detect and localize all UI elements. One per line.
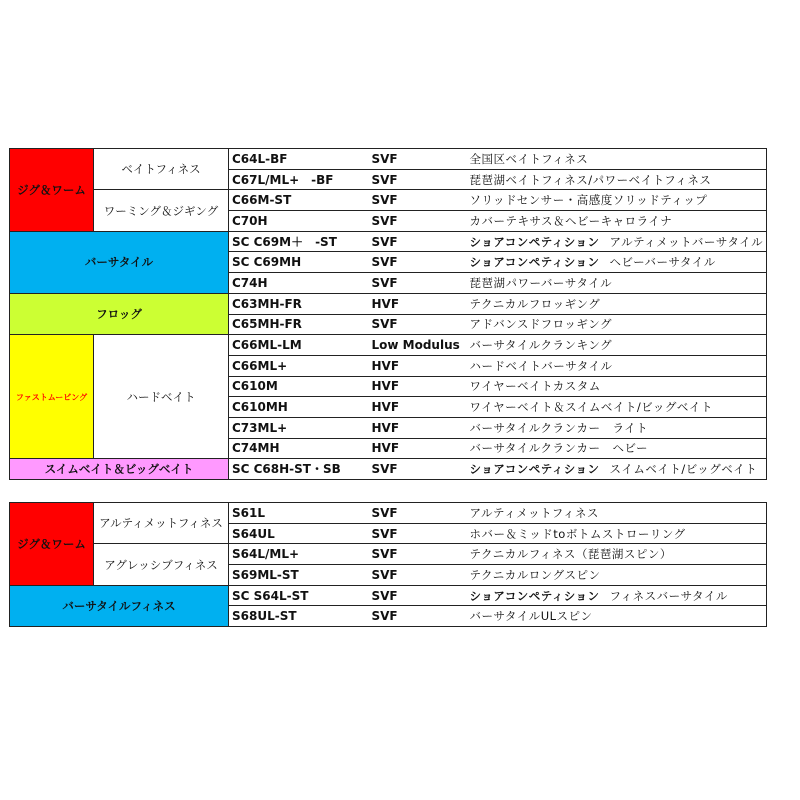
description-cell: テクニカルフィネス（琵琶湖スピン） bbox=[467, 544, 767, 565]
model-cell: C74MH bbox=[229, 438, 369, 459]
subcategory-hard-bait: ハードベイト bbox=[94, 335, 229, 459]
shore-competition-label: ショアコンペティション bbox=[469, 255, 600, 270]
description-text: フィネスバーサタイル bbox=[609, 588, 728, 603]
blank-type-cell: SVF bbox=[369, 565, 467, 586]
model-cell: C66M-ST bbox=[229, 190, 369, 211]
table-row bbox=[10, 503, 767, 524]
model-cell: C74H bbox=[229, 273, 369, 294]
category-versatile-finesse: バーサタイルフィネス bbox=[10, 585, 229, 626]
subcategory-worming-jigging: ワーミング＆ジギング bbox=[94, 190, 229, 231]
blank-type-cell: SVF bbox=[369, 523, 467, 544]
model-cell: C70H bbox=[229, 211, 369, 232]
subcategory-bait-finesse: ベイトフィネス bbox=[94, 149, 229, 190]
description-cell: アルティメットフィネス bbox=[467, 503, 767, 524]
model-cell: S64L/ML+ bbox=[229, 544, 369, 565]
category-jig-worm: ジグ＆ワーム bbox=[10, 149, 94, 232]
blank-type-cell: HVF bbox=[369, 438, 467, 459]
description-cell: バーサタイルクランキング bbox=[467, 335, 767, 356]
blank-type-cell: HVF bbox=[369, 293, 467, 314]
description-cell: ワイヤーベイト＆スイムベイト/ビッグベイト bbox=[467, 397, 767, 418]
blank-type-cell: SVF bbox=[369, 606, 467, 627]
blank-type-cell: SVF bbox=[369, 544, 467, 565]
description-cell: アドバンスドフロッギング bbox=[467, 314, 767, 335]
description-text: アルティメットバーサタイル bbox=[609, 234, 764, 249]
model-cell: C65MH-FR bbox=[229, 314, 369, 335]
table-row bbox=[10, 459, 767, 480]
model-cell: SC C69MH bbox=[229, 252, 369, 273]
subcategory-aggressive-finesse: アグレッシブフィネス bbox=[94, 544, 229, 585]
description-text: ヘビーバーサタイル bbox=[609, 255, 716, 270]
subcategory-ultimate-finesse: アルティメットフィネス bbox=[94, 503, 229, 544]
description-cell: カバーテキサス＆ヘビーキャロライナ bbox=[467, 211, 767, 232]
blank-type-cell: SVF bbox=[369, 231, 467, 252]
table-row bbox=[10, 544, 767, 565]
description-cell: テクニカルロングスピン bbox=[467, 565, 767, 586]
description-cell: 全国区ベイトフィネス bbox=[467, 149, 767, 170]
description-text: スイムベイト/ビッグベイト bbox=[609, 462, 758, 477]
blank-type-cell: SVF bbox=[369, 314, 467, 335]
blank-type-cell: SVF bbox=[369, 149, 467, 170]
table-row bbox=[10, 149, 767, 170]
model-cell: S68UL-ST bbox=[229, 606, 369, 627]
description-cell: バーサタイルクランカー ライト bbox=[467, 417, 767, 438]
blank-type-cell: SVF bbox=[369, 252, 467, 273]
rod-spec-table-spinning bbox=[9, 502, 767, 627]
description-cell bbox=[467, 252, 767, 273]
description-cell: バーサタイルクランカー ヘビー bbox=[467, 438, 767, 459]
rod-spec-table-baitcasting bbox=[9, 148, 767, 480]
shore-competition-label: ショアコンペティション bbox=[469, 588, 600, 603]
category-fast-moving bbox=[10, 335, 94, 459]
shore-competition-label: ショアコンペティション bbox=[469, 234, 600, 249]
blank-type-cell: Low Modulus bbox=[369, 335, 467, 356]
shore-competition-label: ショアコンペティション bbox=[469, 462, 600, 477]
description-cell: ソリッドセンサー・高感度ソリッドティップ bbox=[467, 190, 767, 211]
description-cell: 琵琶湖パワーバーサタイル bbox=[467, 273, 767, 294]
model-cell: C67L/ML+ -BF bbox=[229, 169, 369, 190]
table-row bbox=[10, 335, 767, 356]
description-cell bbox=[467, 585, 767, 606]
model-cell: SC C68H-ST・SB bbox=[229, 459, 369, 480]
description-cell: ホバー＆ミッドtoボトムストローリング bbox=[467, 523, 767, 544]
model-cell: SC C69M＋ -ST bbox=[229, 231, 369, 252]
blank-type-cell: HVF bbox=[369, 397, 467, 418]
blank-type-cell: HVF bbox=[369, 355, 467, 376]
model-cell: C64L-BF bbox=[229, 149, 369, 170]
model-cell: C610M bbox=[229, 376, 369, 397]
blank-type-cell: HVF bbox=[369, 376, 467, 397]
model-cell: S61L bbox=[229, 503, 369, 524]
model-cell: C610MH bbox=[229, 397, 369, 418]
model-cell: S64UL bbox=[229, 523, 369, 544]
description-cell: 琵琶湖ベイトフィネス/パワーベイトフィネス bbox=[467, 169, 767, 190]
category-swimbait-bigbait: スイムベイト＆ビッグベイト bbox=[10, 459, 229, 480]
description-cell: バーサタイルULスピン bbox=[467, 606, 767, 627]
table-row bbox=[10, 190, 767, 211]
model-cell: S69ML-ST bbox=[229, 565, 369, 586]
model-cell: C66ML-LM bbox=[229, 335, 369, 356]
table-row bbox=[10, 293, 767, 314]
blank-type-cell: SVF bbox=[369, 169, 467, 190]
blank-type-cell: SVF bbox=[369, 503, 467, 524]
blank-type-cell: SVF bbox=[369, 459, 467, 480]
category-jig-worm: ジグ＆ワーム bbox=[10, 503, 94, 586]
category-versatile: バーサタイル bbox=[10, 231, 229, 293]
model-cell: C66ML+ bbox=[229, 355, 369, 376]
blank-type-cell: SVF bbox=[369, 585, 467, 606]
model-cell: C63MH-FR bbox=[229, 293, 369, 314]
category-frog: フロッグ bbox=[10, 293, 229, 334]
description-cell: テクニカルフロッギング bbox=[467, 293, 767, 314]
description-cell: ワイヤーベイトカスタム bbox=[467, 376, 767, 397]
blank-type-cell: SVF bbox=[369, 211, 467, 232]
model-cell: SC S64L-ST bbox=[229, 585, 369, 606]
blank-type-cell: HVF bbox=[369, 417, 467, 438]
description-cell: ハードベイトバーサタイル bbox=[467, 355, 767, 376]
description-cell bbox=[467, 231, 767, 252]
category-fast-moving-label: ファストムービング bbox=[15, 392, 88, 402]
blank-type-cell: SVF bbox=[369, 273, 467, 294]
model-cell: C73ML+ bbox=[229, 417, 369, 438]
description-cell bbox=[467, 459, 767, 480]
table-row bbox=[10, 585, 767, 606]
blank-type-cell: SVF bbox=[369, 190, 467, 211]
table-row bbox=[10, 231, 767, 252]
